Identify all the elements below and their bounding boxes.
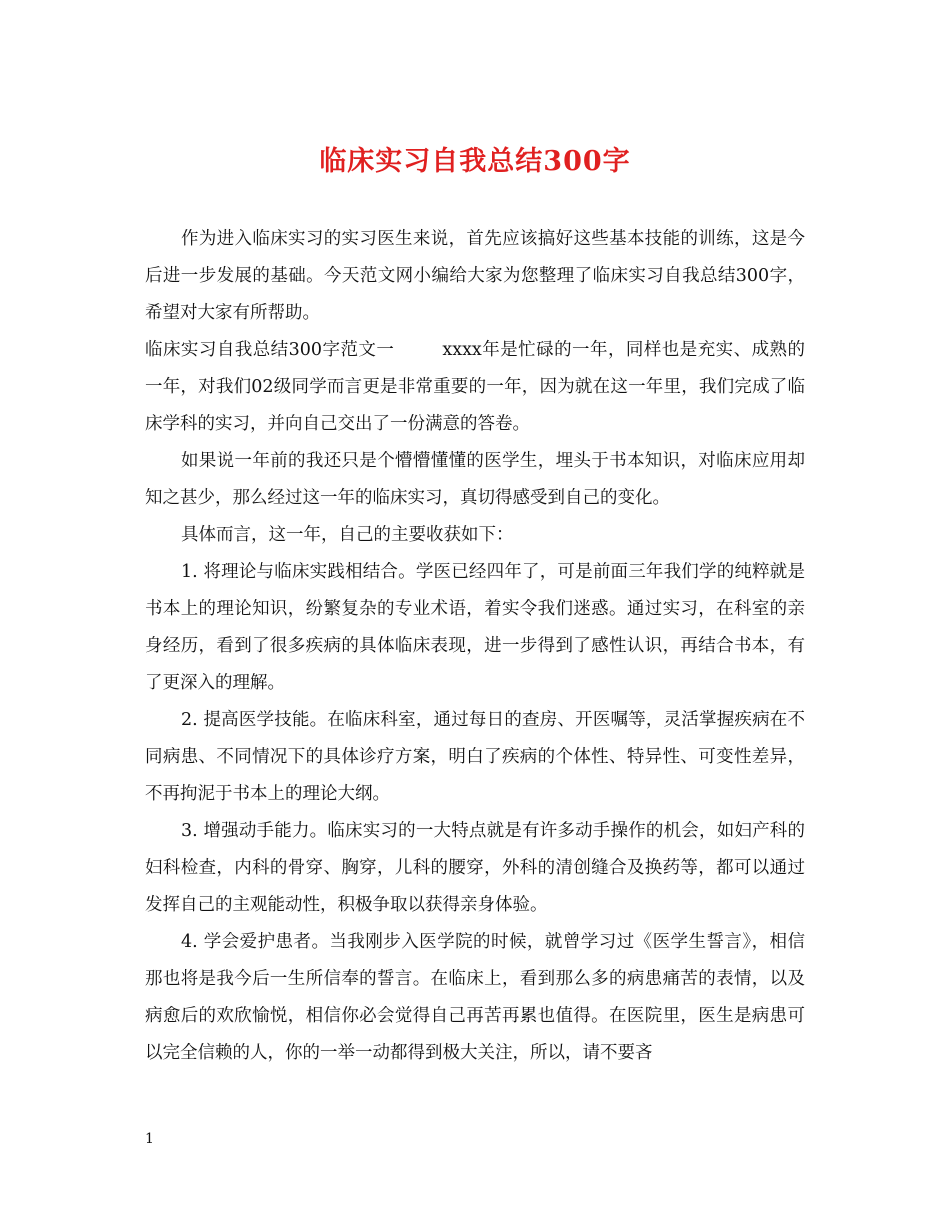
list-item-hands-on-ability: 3. 增强动手能力。临床实习的一大特点就是有许多动手操作的机会，如妇产科的妇科检查，内科的骨穿、胸穿，儿科的腰穿，外科的清创缝合及换药等，都可以通过发挥自己的主观能动性，积极争取以获得亲身体验。 <box>145 821 805 915</box>
sample-one-heading: 临床实习自我总结300字范文一 <box>145 340 395 360</box>
sample-one-paragraph <box>145 332 805 443</box>
intro-paragraph: 作为进入临床实习的实习医生来说，首先应该搞好这些基本技能的训练，这是今后进一步发展的基础。今天范文网小编给大家为您整理了临床实习自我总结300字，希望对大家有所帮助。 <box>145 229 805 323</box>
page-title: 临床实习自我总结300字 <box>319 146 631 177</box>
page-number: 1 <box>145 1131 154 1147</box>
sample-one-body: xxxx年是忙碌的一年，同样也是充实、成熟的一年，对我们02级同学而言更是非常重要的一年，因为就在这一年里，我们完成了临床学科的实习，并向自己交出了一份满意的答卷。 <box>145 340 805 434</box>
list-item-care-for-patients: 4. 学会爱护患者。当我刚步入医学院的时候，就曾学习过《医学生誓言》，相信那也将是我今后一生所信奉的誓言。在临床上，看到那么多的病患痛苦的表情，以及病愈后的欢欣愉悦，相信你必会觉得自己再苦再累也值得。在医院里，医生是病患可以完全信赖的人，你的一举一动都得到极大关注，所以，请不要吝 <box>145 932 805 1063</box>
reflection-paragraph: 如果说一年前的我还只是个懵懵懂懂的医学生，埋头于书本知识，对临床应用却知之甚少，那么经过这一年的临床实习，真切得感受到自己的变化。 <box>145 451 805 508</box>
summary-intro-paragraph: 具体而言，这一年，自己的主要收获如下： <box>181 525 514 545</box>
list-item-medical-skills: 2. 提高医学技能。在临床科室，通过每日的查房、开医嘱等，灵活掌握疾病在不同病患、不同情况下的具体诊疗方案，明白了疾病的个体性、特异性、可变性差异，不再拘泥于书本上的理论大纲。 <box>145 710 805 804</box>
document-body <box>145 221 805 1072</box>
list-item-theory-practice: 1. 将理论与临床实践相结合。学医已经四年了，可是前面三年我们学的纯粹就是书本上的理论知识，纷繁复杂的专业术语，着实令我们迷惑。通过实习，在科室的亲身经历，看到了很多疾病的具体临床表现，进一步得到了感性认识，再结合书本，有了更深入的理解。 <box>145 562 805 693</box>
